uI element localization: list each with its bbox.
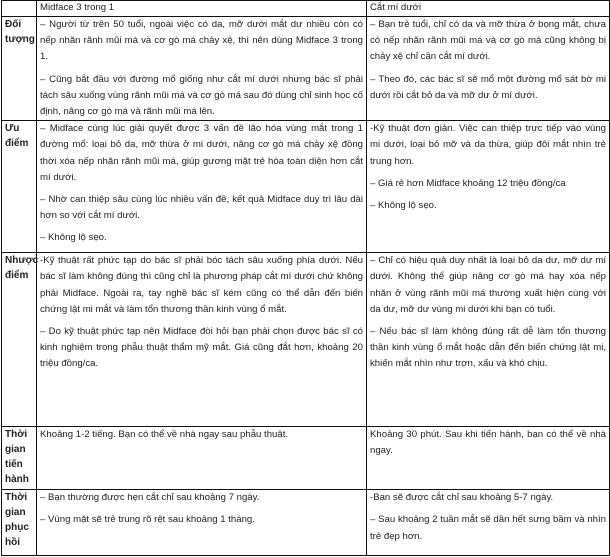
cell-paragraph: – Midface cùng lúc giải quyết được 3 vấn đề lão hóa vùng mắt trong 1 đường mổ: loại bỏ da, mỡ thừa ở mi dưới, nâng cơ gò má chảy xệ đồng thời xóa nếp nhăn rãnh mũi má, giúp gương mặt trẻ hóa toàn diện hơn cắt mí dưới.	[40, 123, 363, 183]
cell-paragraph: Khoảng 30 phút. Sau khi tiến hành, bạn có thể về nhà ngay.	[370, 429, 606, 457]
row-label: Đối tượng	[2, 17, 37, 121]
cell-paragraph: – Người từ trên 50 tuổi, ngoài việc có da, mỡ dưới mắt dư nhiều còn có nếp nhăn rãnh mũi má và cơ gò má chảy xệ, thì nên dùng Midface 3 trong 1.	[40, 19, 363, 63]
cell-paragraph: – Vùng mặt sẽ trẻ trung rõ rệt sau khoảng 1 tháng.	[40, 514, 255, 526]
row-label: Ưu điểm	[2, 121, 37, 253]
cell-paragraph: – Nếu bác sĩ làm không đúng rất dễ làm tổn thương thần kinh vùng ổ mắt hoặc dẫn đến biến chứng lật mi, khiến mắt nhìn như trợn, xấu và khó chịu.	[370, 326, 606, 370]
midface-cell	[37, 490, 367, 556]
cell-paragraph: – Bạn thường được hẹn cắt chỉ sau khoảng 7 ngày.	[40, 492, 260, 504]
cat-mi-cell	[367, 121, 610, 253]
table-row-doi-tuong	[2, 17, 610, 121]
comparison-table	[1, 0, 610, 556]
cell-paragraph: -Kỹ thuật rất phức tạp do bác sĩ phải bóc tách sâu xuống phía dưới. Nếu bác sĩ làm không đúng thì cũng chỉ là phương pháp cắt mí dưới chứ không phải Midface. Ngoài ra, tay nghề bác sĩ kém cũng có thể dẫn đến biến chứng lật mi mắt và làm tổn thương thần kinh vùng ổ mắt.	[40, 255, 363, 315]
table-row-uu-diem	[2, 121, 610, 253]
cat-mi-cell	[367, 427, 610, 490]
header-cat-mi-duoi: Cắt mí dưới	[367, 1, 610, 17]
cell-paragraph: – Không lộ sẹo.	[370, 200, 437, 212]
cell-paragraph: – Cũng bắt đầu với đường mổ giống như cắt mí dưới nhưng bác sĩ phải tách sâu xuống vùng rãnh mũi má và cơ gò má sau đó dùng chỉ sinh học cố định, nâng cơ gò má và rãnh mũi má lên.	[40, 73, 363, 118]
cell-paragraph: -Kỹ thuật đơn giản. Việc can thiệp trực tiếp vào vùng mi dưới, loại bỏ mỡ và da thừa, giúp đôi mắt nhìn trẻ trung hơn.	[370, 123, 606, 167]
cell-paragraph: – Không lộ sẹo.	[40, 232, 107, 244]
table-row-thoi-gian-tien-hanh	[2, 427, 610, 490]
cell-paragraph: – Bạn trẻ tuổi, chỉ có da và mỡ thừa ở bọng mắt, chưa có nếp nhăn rãnh mũi má và cơ gò má cũng không bị chảy xệ chỉ cần cắt mí dưới.	[370, 19, 606, 63]
midface-cell	[37, 17, 367, 121]
cell-paragraph: – Giá rẻ hơn Midface khoảng 12 triệu đồng/ca	[370, 177, 566, 189]
row-label: Thời gian phục hồi	[2, 490, 37, 556]
midface-cell	[37, 427, 367, 490]
midface-cell	[37, 253, 367, 427]
header-corner	[2, 1, 37, 17]
row-label: Thời gian tiến hành	[2, 427, 37, 490]
cat-mi-cell	[367, 253, 610, 427]
table-row-thoi-gian-phuc-hoi	[2, 490, 610, 556]
header-row	[2, 1, 610, 17]
cat-mi-cell	[367, 490, 610, 556]
cat-mi-cell	[367, 17, 610, 121]
cell-paragraph: – Chỉ có hiệu quả duy nhất là loại bỏ da dư, mỡ dư mí dưới. Không thể giúp nâng cơ gò má hay xóa nếp nhăn ở vùng rãnh mũi má thường xuất hiện cùng với da dư, mỡ dư vùng mi dưới khi bạn có tuổi.	[370, 255, 606, 315]
cell-paragraph: – Sau khoảng 2 tuần mắt sẽ dần hết sưng bầm và nhìn trẻ đẹp hơn.	[370, 514, 606, 542]
header-midface: Midface 3 trong 1	[37, 1, 367, 17]
table-row-nhuoc-diem	[2, 253, 610, 427]
row-label: Nhược điểm	[2, 253, 37, 427]
cell-paragraph: – Nhờ can thiệp sâu cùng lúc nhiều vấn đề, kết quả Midface duy trì lâu dài hơn so với cắt mí dưới.	[40, 194, 363, 222]
cell-paragraph: -Bạn sẽ được cắt chỉ sau khoảng 5-7 ngày.	[370, 492, 554, 504]
cell-paragraph: Khoảng 1-2 tiếng. Bạn có thể về nhà ngay sau phẫu thuật.	[40, 429, 289, 441]
cell-paragraph: – Theo đó, các bác sĩ sẽ mổ một đường mổ sát bờ mi dưới rồi cắt bỏ da và mỡ dư ở mí dưới.	[370, 73, 606, 101]
midface-cell	[37, 121, 367, 253]
cell-paragraph: – Do kỹ thuật phức tạp nên Midface đòi hỏi bạn phải chọn được bác sĩ có kinh nghiệm trong phẫu thuật thẩm mỹ mắt. Giá cũng đắt hơn, khoảng 20 triệu đồng/ca.	[40, 326, 363, 370]
